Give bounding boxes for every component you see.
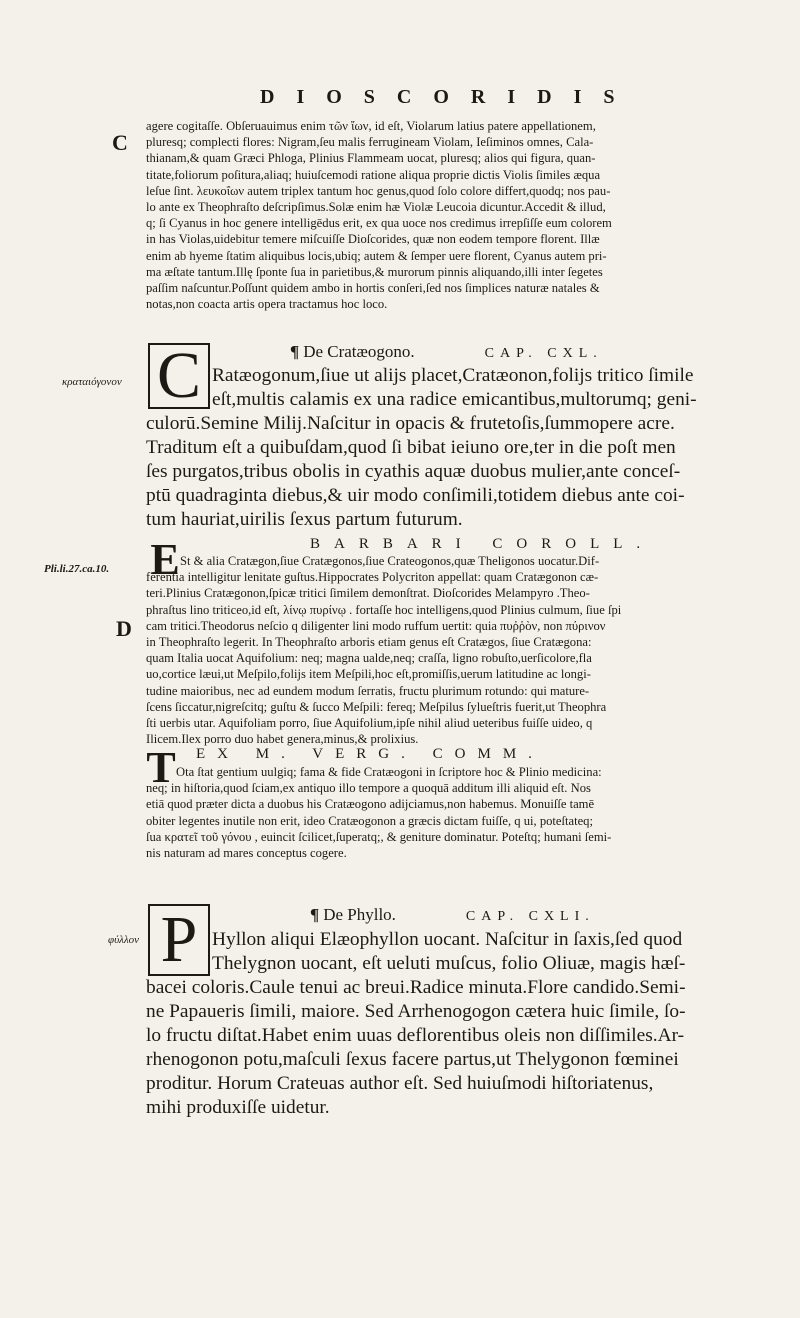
margin-letter-d: D (116, 616, 132, 641)
text-line: notas,non coacta artis opera tractamus hoc loco. (146, 297, 388, 312)
text-line: ne Papaueris ſimili, maiore. Sed Arrhenogogon cætera huic ſimile, ſo- (146, 1001, 686, 1022)
text-line: titate,foliorum poſitura,aliaq; huiuſcemodi ratione aliqua proprie dictis Violis ſimiles æqua (146, 167, 601, 182)
text-line: leſue ſint. λευκοΐων autem triplex tantum hoc genus,quod ſolo colore differt,quodq; nos pau- (146, 183, 611, 198)
chapter-heading-phyllo (310, 905, 595, 925)
text-line: proditur. Horum Crateuas author eſt. Sed huiuſmodi hiſtoriatenus, (146, 1073, 654, 1094)
text-line: tum hauriat,uirilis ſexus partum futurum. (146, 509, 463, 530)
drop-cap-p: P (148, 904, 210, 976)
text-line: paſſim naſcuntur.Poſſunt quidem ambo in hortis conſeri,ſed nos ſimplices naturæ natales & (146, 281, 600, 296)
text-line: phraſtus lino triticeo,id eſt, λίνῳ πυρίνῳ . fortaſſe hoc intelligens,quod Plinius culmum, ſiue ſpi (146, 602, 622, 617)
text-line: lo ante ex Theophraſto deſcripſimus.Solæ enim hæ Violæ Leucoia dicuntur.Accedit & illud, (146, 200, 606, 215)
text-line: bacei coloris.Caule tenui ac breui.Radice minuta.Flore candido.Semi- (146, 977, 686, 998)
text-line: etiā quod præter dicta a duobus his Cratæogono adijciamus,non habemus. Monuiſſe tamē (146, 797, 595, 812)
chapter-number: CAP. CXL. (484, 346, 603, 361)
paragraph-phyllon (146, 928, 766, 1120)
paragraph-crataeogonum (146, 364, 766, 532)
text-line: ferentia intelligitur lenitate guſtus.Hippocrates Polycriton appellat: quam Cratægonon cæ- (146, 570, 599, 585)
section-heading-barbari: BARBARI COROLL. (310, 536, 655, 552)
text-line: eſt,multis calamis ex una radice emicantibus,multorumq; geni- (212, 389, 697, 410)
text-line: teri.Plinius Cratægonon,ſpicæ tritici ſimilem demonſtrat. Dioſcorides Melampyro .Theo- (146, 586, 590, 601)
text-line: quam Italia uocat Aquifolium: neq; magna ualde,neq; craſſa, ligno robuſto,uerſicolore,fla (146, 651, 592, 666)
text-line: uo,cortice læui,ut Meſpilo,folijs item Meſpili,hoc eſt,promiſſis,uerum latitudine ac longi- (146, 667, 591, 682)
section-heading-vergilius: EX M. VERG. COMM. (196, 746, 544, 762)
text-line: q; ſi Cyanus in hoc genere intelligēdus erit, ex qua uoce nos credimus irrepſiſſe eum colorem (146, 216, 612, 231)
text-line: ma æſtate tantum.Illę ſponte ſua in parietibus,& murorum pinnis aliquando,illi inter ſegetes (146, 264, 603, 279)
drop-cap-t: T (146, 743, 176, 792)
text-line: ſes purgatos,tribus obolis in cyathis aquæ duobus mulier,ante conceſ- (146, 461, 681, 482)
text-line: Hyllon aliqui Elæophyllon uocant. Naſcitur in ſaxis,ſed quod (212, 929, 683, 950)
pilcrow-icon: ¶ (290, 342, 300, 361)
chapter-title: De Cratæogono. (303, 342, 415, 361)
text-line: ſua κρατεῖ τοῦ γόνου , euincit ſcilicet,ſuperatq;, & geniture dominatur. Poteſtq; humani ſemi- (146, 829, 612, 844)
drop-cap-c: C (148, 343, 210, 409)
paragraph-vergilius (146, 764, 766, 861)
margin-letter-c: C (112, 130, 128, 155)
running-head: DIOSCORIDIS (260, 86, 637, 108)
text-line: rhenogonon potu,maſculi ſexus facere partus,ut Thelygonon fœminei (146, 1049, 679, 1070)
text-line: agere cogitaſſe. Obſeruauimus enim τῶν ἴων, id eſt, Violarum latius patere appellationem, (146, 119, 596, 133)
paragraph-violae (146, 118, 766, 312)
pilcrow-icon: ¶ (310, 905, 320, 924)
margin-note-kratai: κραταιόγονον (62, 376, 122, 388)
text-line: thianam,& quam Græci Phloga, Plinius Flammeam uocat, pluresq; alios qui figura, quan- (146, 151, 596, 166)
drop-cap-e: E (148, 540, 182, 580)
text-line: neq; in hiſtoria,quod ſciam,ex antiquo illo tempore a quoquā additum illi aliquid eſt. Nos (146, 781, 591, 796)
text-line: in has Violas,uidebitur temere miſcuiſſe Dioſcorides, quæ non eodem tempore florent. Illæ (146, 232, 600, 247)
text-line: pluresq; complecti flores: Nigram,ſeu malis ferrugineam Violam, Ieſiminos omnes, Cala- (146, 135, 594, 150)
text-line: Ilicem.Ilex porro duo habet genera,minus,& prolixius. (146, 732, 419, 747)
chapter-title: De Phyllo. (323, 905, 396, 924)
text-line: ptū quadraginta diebus,& uir modo conſimili,totidem diebus ante coi- (146, 485, 685, 506)
text-line: tudine maioribus, nec ad eundem modum ſerratis, fructu plurimum rotundo: qui mature- (146, 683, 590, 698)
text-line: Ratæogonum,ſiue ut alijs placet,Cratæonon,folijs tritico ſimile (212, 365, 694, 386)
text-line: culorū.Semine Milij.Naſcitur in opacis & frutetoſis,ſummopere acre. (146, 413, 675, 434)
text-line: lo fructu diſtat.Habet enim uuas deflorentibus oleis non diſſimiles.Ar- (146, 1025, 685, 1046)
text-line: ſti uerbis utar. Aquifoliam porro, ſiue Aquifolium,ipſe nihil aliud ueteribus fuiſſe uideo, q (146, 716, 593, 731)
text-line: Ota ſtat gentium uulgiq; fama & fide Cratæogoni in ſcriptore hoc & Plinio medicina: (176, 765, 602, 779)
text-line: ſcens ſiccatur,nigreſcitq; guſtu & ſucco Meſpili: fereq; Meſpilus ſylueſtris fuerit,ut Theophra (146, 699, 607, 714)
text-line: in Theophraſto legerit. In Theophraſto arboris etiam genus eſt Cratægos, ſiue Cratægona: (146, 635, 592, 650)
text-line: enim ab hyeme ſtatim aliquibus locis,ubiq; autem & ſemper uere florent, Cyanus autem pri- (146, 248, 607, 263)
chapter-number: CAP. CXLI. (465, 909, 595, 924)
text-line: Thelygnon uocant, eſt ueluti muſcus, folio Oliuæ, magis hæſ- (212, 953, 686, 974)
text-line: obiter legentes inutile non erit, ideo Cratæogonon a græcis dictam fuiſſe, q ui, poteſtateq; (146, 813, 593, 828)
text-line: Traditum eſt a quibuſdam,quod ſi bibat ieiuno ore,ter in die poſt men (146, 437, 676, 458)
paragraph-barbari (146, 553, 766, 747)
margin-note-plinius: Pli.li.27.ca.10. (44, 563, 110, 575)
margin-note-phyllon: φύλλον (108, 934, 140, 946)
text-line: nis naturam ad mares conceptus cogere. (146, 846, 347, 861)
chapter-heading-crataeogono (290, 342, 603, 362)
text-line: cam tritici.Theodorus neſcio q diligenter lini modo ruffum uertit: quia πυῤῥὸν, non πύρινον (146, 618, 606, 633)
text-line: mihi produxiſſe uidetur. (146, 1097, 330, 1118)
text-line: St & alia Cratægon,ſiue Cratægonos,ſiue Crateogonos,quæ Theligonos uocatur.Dif- (180, 554, 600, 568)
